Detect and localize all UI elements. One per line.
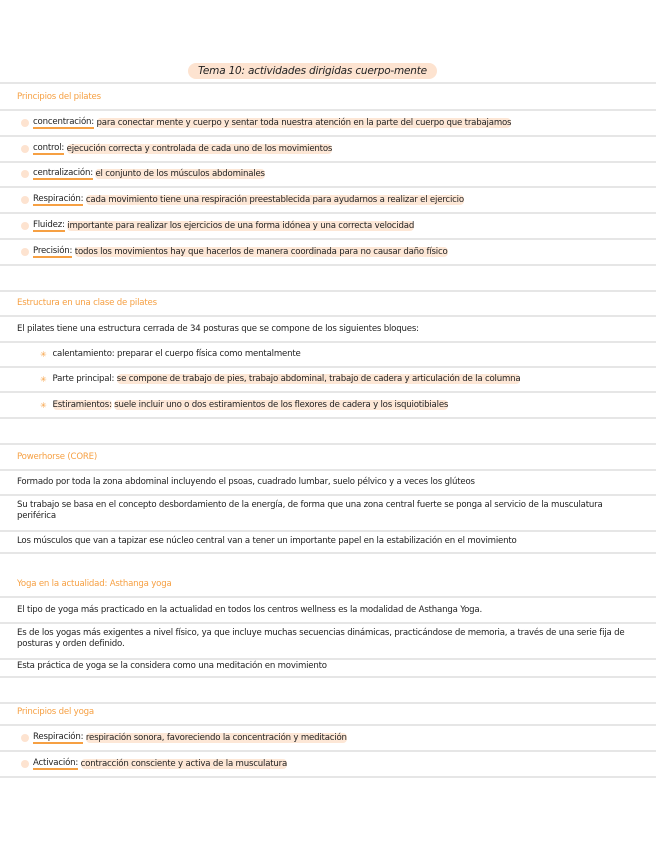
star-bullet-icon: ✳: [40, 349, 47, 359]
bullet-icon: [21, 248, 29, 256]
item-term: Activación:: [33, 758, 79, 768]
bullet-icon: [21, 145, 29, 153]
item-term: Respiración:: [33, 732, 84, 742]
blank-row: [0, 419, 656, 445]
item-term: Estiramientos:: [52, 400, 112, 410]
item-text: cada movimiento tiene una respiración preestablecida para ayudarnos a realizar el ejercicio: [85, 195, 464, 205]
item-term: Precisión:: [33, 246, 73, 256]
paragraph-row: [0, 496, 656, 532]
item-text: respiración sonora, favoreciendo la concentración y meditación: [85, 733, 347, 743]
item-term: Fluidez:: [33, 220, 65, 230]
item-term: centralización:: [33, 168, 93, 178]
paragraph-row: [0, 470, 656, 496]
page-title: Tema 10: actividades dirigidas cuerpo-mente: [188, 63, 437, 79]
list-item: [0, 240, 656, 266]
paragraph-row: [0, 656, 656, 678]
list-item: [0, 111, 656, 137]
section-heading: Principios del yoga: [17, 707, 94, 717]
star-bullet-icon: ✳: [40, 400, 47, 410]
list-item: [0, 162, 656, 188]
bullet-icon: [21, 760, 29, 768]
item-text: se compone de trabajo de pies, trabajo abdominal, trabajo de cadera y articulación de la columna: [116, 374, 521, 384]
item-term: calentamiento:: [52, 349, 115, 359]
section-heading-row: [0, 572, 656, 598]
paragraph-row: [0, 624, 656, 660]
list-item: [0, 188, 656, 214]
item-term: Parte principal:: [52, 374, 115, 384]
section-heading: Principios del pilates: [17, 92, 101, 102]
paragraph-row: [0, 530, 656, 554]
item-text: contracción consciente y activa de la musculatura: [80, 759, 288, 769]
section-heading-row: [0, 445, 656, 471]
paragraph-row: [0, 598, 656, 624]
section-heading: Yoga en la actualidad: Asthanga yoga: [17, 579, 172, 589]
item-text: preparar el cuerpo física como mentalmente: [117, 349, 301, 359]
bullet-icon: [21, 119, 29, 127]
bullet-icon: [21, 170, 29, 178]
bullet-icon: [21, 222, 29, 230]
paragraph: Formado por toda la zona abdominal incluyendo el psoas, cuadrado lumbar, suelo pélvico y a veces los glúteos: [17, 477, 475, 487]
item-text: importante para realizar los ejercicios de una forma idónea y una correcta velocidad: [67, 221, 415, 231]
item-text: el conjunto de los músculos abdominales: [95, 169, 265, 179]
list-item: [0, 342, 656, 368]
item-term: control:: [33, 143, 65, 153]
star-bullet-icon: ✳: [40, 374, 47, 384]
item-text: para conectar mente y cuerpo y sentar toda nuestra atención en la parte del cuerpo que trabajamos: [96, 118, 512, 128]
section-heading: Estructura en una clase de pilates: [17, 298, 157, 308]
section-heading: Powerhorse (CORE): [17, 452, 98, 462]
list-item: [0, 214, 656, 240]
paragraph: Los músculos que van a tapizar ese núcleo central van a tener un importante papel en la estabilización en el movimiento: [17, 536, 517, 546]
paragraph: El tipo de yoga más practicado en la actualidad en todos los centros wellness es la modalidad de Asthanga Yoga.: [17, 605, 483, 615]
list-item: [0, 726, 656, 752]
item-text: suele incluir uno o dos estiramientos de los flexores de cadera y los isquiotibiales: [114, 400, 449, 410]
bullet-icon: [21, 196, 29, 204]
list-item: [0, 393, 656, 419]
paragraph: Esta práctica de yoga se la considera como una meditación en movimiento: [17, 661, 327, 671]
item-term: Respiración:: [33, 194, 84, 204]
paragraph: Su trabajo se basa en el concepto desbordamiento de la energía, de forma que una zona central fuerte se ponga al servicio de la musculatura periférica: [17, 500, 603, 521]
blank-row: [0, 266, 656, 292]
bullet-icon: [21, 734, 29, 742]
item-text: todos los movimientos hay que hacerlos de manera coordinada para no causar daño físico: [74, 247, 448, 257]
paragraph-row: [0, 317, 656, 343]
item-text: ejecución correcta y controlada de cada uno de los movimientos: [66, 144, 333, 154]
section-heading-row: [0, 700, 656, 726]
item-term: concentración:: [33, 117, 94, 127]
paragraph: Es de los yogas más exigentes a nivel físico, ya que incluye muchas secuencias dinámicas, practicándose de memoria, a través de una serie fija de posturas y orden definido.: [17, 628, 625, 649]
paragraph: El pilates tiene una estructura cerrada de 34 posturas que se compone de los siguientes bloques:: [17, 324, 419, 334]
list-item: [0, 752, 656, 778]
section-heading-row: [0, 291, 656, 317]
list-item: [0, 137, 656, 163]
list-item: [0, 367, 656, 393]
section-heading-row: [0, 85, 656, 111]
